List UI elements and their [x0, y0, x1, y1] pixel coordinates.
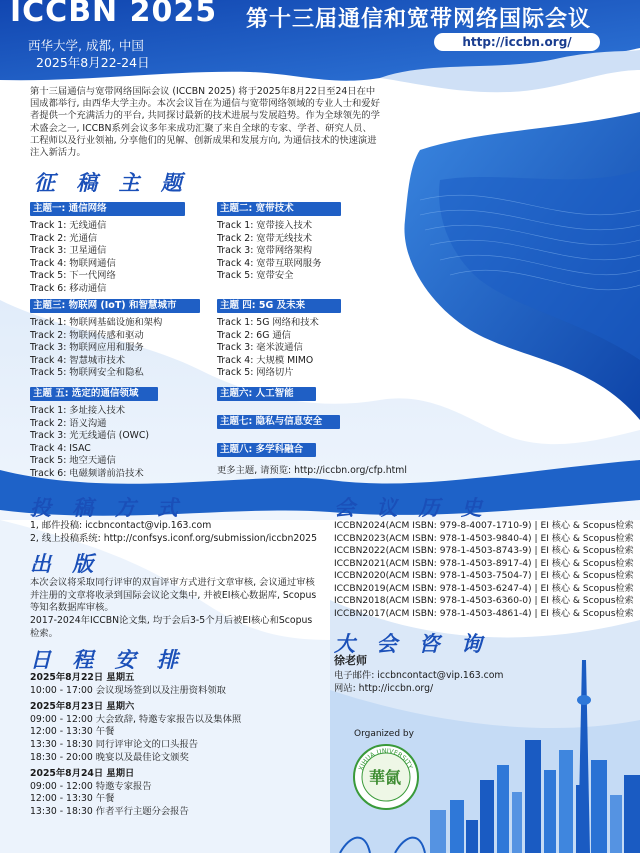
- schedule-item: 09:00 - 12:00 大会致辞, 特邀专家报告以及集体照: [30, 713, 242, 725]
- history-item: ICCBN2017(ACM ISBN: 978-1-4503-4861-4) | EI 核心 & Scopus检索: [334, 608, 634, 619]
- track-item: Track 3: 宽带网络架构: [217, 245, 313, 257]
- history-item: ICCBN2018(ACM ISBN: 978-1-4503-6360-0) | EI 核心 & Scopus检索: [334, 596, 634, 606]
- theme-2: [217, 202, 341, 283]
- schedule-item: 13:30 - 18:30 作者平行主题分会报告: [30, 805, 189, 817]
- track-item: Track 1: 宽带接入技术: [217, 220, 313, 231]
- schedule-day-date: 2025年8月22日 星期五: [30, 672, 135, 683]
- history-item: ICCBN2020(ACM ISBN: 978-1-4503-7504-7) | EI 核心 & Scopus检索: [334, 571, 634, 581]
- track-item: Track 4: 大规模 MIMO: [217, 354, 314, 366]
- track-item: Track 5: 网络切片: [217, 367, 294, 379]
- theme-3-title: 主题三: 物联网 (IoT) 和智慧城市: [30, 299, 200, 313]
- logo-glyph: 華氤: [369, 768, 402, 787]
- track-item: Track 3: 毫米波通信: [217, 342, 303, 354]
- conference-dates: 2025年8月22-24日: [36, 55, 150, 70]
- theme-4-tracks: [217, 313, 341, 380]
- history-list: [334, 520, 634, 620]
- track-item: Track 6: 移动通信: [30, 282, 107, 294]
- schedule-item: 13:30 - 18:30 同行评审论文的口头报告: [30, 738, 199, 750]
- organizer-label: Organized by: [354, 729, 414, 739]
- history-item: ICCBN2019(ACM ISBN: 978-1-4503-6247-4) | EI 核心 & Scopus检索: [334, 583, 634, 594]
- track-item: Track 5: 宽带安全: [217, 270, 294, 282]
- theme-7-title: 主题七: 隐私与信息安全: [217, 415, 340, 429]
- track-item: Track 2: 6G 通信: [217, 329, 291, 341]
- theme-1-tracks: [30, 216, 185, 296]
- schedule-item: 10:00 - 17:00 会议现场签到以及注册资料领取: [30, 684, 226, 696]
- theme-5: [30, 387, 158, 481]
- publication-history-note: 2017-2024年ICCBN论文集, 均于会后3-5个月后被EI核心和Scopus检索。: [30, 615, 313, 639]
- theme-6-title: 主题六: 人工智能: [217, 387, 316, 401]
- theme-3-tracks: [30, 313, 200, 380]
- schedule-list: [30, 672, 330, 819]
- more-topics-link[interactable]: 更多主题, 请预览: http://iccbn.org/cfp.html: [217, 465, 407, 476]
- schedule-day-date: 2025年8月24日 星期日: [30, 768, 135, 780]
- history-heading: 会 议 历 史: [334, 496, 489, 520]
- track-item: Track 2: 语义沟通: [30, 417, 107, 429]
- theme-8-title: 主题八: 多学科融合: [217, 443, 316, 457]
- schedule-heading: 日 程 安 排: [30, 648, 185, 672]
- track-item: Track 2: 宽带无线技术: [217, 232, 313, 244]
- contact-email[interactable]: 电子邮件: iccbncontact@vip.163.com: [334, 670, 504, 681]
- theme-4: [217, 299, 341, 380]
- venue: 西华大学, 成都, 中国: [28, 38, 144, 53]
- track-item: Track 3: 物联网应用和服务: [30, 342, 144, 354]
- track-item: Track 5: 物联网安全和隐私: [30, 367, 144, 379]
- theme-5-tracks: [30, 401, 158, 481]
- track-item: Track 3: 光无线通信 (OWC): [30, 430, 149, 442]
- schedule-day-date: 2025年8月23日 星期六: [30, 701, 135, 713]
- track-item: Track 3: 卫星通信: [30, 245, 107, 257]
- history-item: ICCBN2023(ACM ISBN: 978-1-4503-9840-4) | EI 核心 & Scopus检索: [334, 533, 634, 544]
- theme-1-title: 主题一: 通信网络: [30, 202, 185, 216]
- contact-heading: 大 会 咨 询: [334, 632, 489, 656]
- schedule-item: 12:00 - 13:30 午餐: [30, 793, 115, 805]
- theme-3: [30, 299, 200, 380]
- conference-title: ICCBN 2025: [10, 0, 218, 29]
- theme-2-title: 主题二: 宽带技术: [217, 202, 341, 216]
- submission-heading: 投 稿 方 式: [30, 496, 185, 520]
- submission-system[interactable]: 2, 线上投稿系统: http://confsys.iconf.org/submission/iccbn2025: [30, 532, 318, 544]
- track-item: Track 5: 下一代网络: [30, 270, 116, 282]
- publication-text: 本次会议将采取同行评审的双盲评审方式进行文章审核, 会议通过审核并注册的文章将收录到国际会议论文集中, 并被EI核心数据库, Scopus等知名数据库审核。: [30, 577, 317, 614]
- submission-list: [30, 520, 330, 545]
- schedule-item: 09:00 - 12:00 特邀专家报告: [30, 780, 152, 792]
- schedule-item: 12:00 - 13:30 午餐: [30, 726, 115, 738]
- theme-5-title: 主题 五: 选定的通信领域: [30, 387, 158, 401]
- history-item: ICCBN2024(ACM ISBN: 979-8-4007-1710-9) | EI 核心 & Scopus检索: [334, 521, 634, 531]
- theme-1: [30, 202, 185, 296]
- track-item: Track 4: 宽带互联网服务: [217, 257, 322, 269]
- publication-heading: 出 版: [30, 552, 101, 576]
- history-item: ICCBN2022(ACM ISBN: 978-1-4503-8743-9) | EI 核心 & Scopus检索: [334, 546, 634, 556]
- intro-paragraph: 第十三届通信与宽带网络国际会议 (ICCBN 2025) 将于2025年8月22日至24日在中国成都举行, 由西华大学主办。本次会议旨在为通信与宽带网络领域的专业人士和爱好者提供一个充满活力的平台, 共同探讨最新的技术进展与发展趋势。作为全球领先的学术盛会之一, ICCBN系列会议多年来成功汇聚了来自全球的专家、学者、研究人员、工程师以及行业领袖, 分享他们的见解、创新成果和发展方向, 为通信技术的快速演进注入新活力。: [30, 86, 380, 159]
- track-item: Track 4: 智慧城市技术: [30, 354, 126, 366]
- track-item: Track 2: 物联网传感和驱动: [30, 329, 144, 341]
- conference-cn-title: 第十三届通信和宽带网络国际会议: [246, 7, 592, 32]
- schedule-item: 18:30 - 20:00 晚宴以及最佳论文颁奖: [30, 751, 189, 763]
- track-item: Track 4: ISAC: [30, 442, 91, 454]
- topics-heading: 征 稿 主 题: [34, 171, 189, 195]
- history-item: ICCBN2021(ACM ISBN: 978-1-4503-8917-4) | EI 核心 & Scopus检索: [334, 558, 634, 569]
- theme-2-tracks: [217, 216, 341, 283]
- xihua-university-logo: [352, 743, 420, 811]
- track-item: Track 1: 多址接入技术: [30, 405, 126, 416]
- theme-4-title: 主题 四: 5G 及未来: [217, 299, 341, 313]
- track-item: Track 1: 物联网基础设施和架构: [30, 317, 163, 328]
- contact-name: 徐老师: [334, 654, 367, 667]
- track-item: Track 5: 地空天通信: [30, 455, 116, 467]
- website-link[interactable]: http://iccbn.org/: [434, 33, 600, 51]
- track-item: Track 4: 物联网通信: [30, 257, 116, 269]
- track-item: Track 1: 无线通信: [30, 220, 107, 231]
- track-item: Track 1: 5G 网络和技术: [217, 317, 319, 328]
- track-item: Track 2: 光通信: [30, 232, 98, 244]
- submission-email[interactable]: 1, 邮件投稿: iccbncontact@vip.163.com: [30, 520, 212, 531]
- track-item: Track 6: 电磁频谱前沿技术: [30, 467, 144, 479]
- svg-text:XIHUA UNIVERSITY: XIHUA UNIVERSITY: [357, 746, 415, 772]
- contact-website[interactable]: 网站: http://iccbn.org/: [334, 683, 434, 694]
